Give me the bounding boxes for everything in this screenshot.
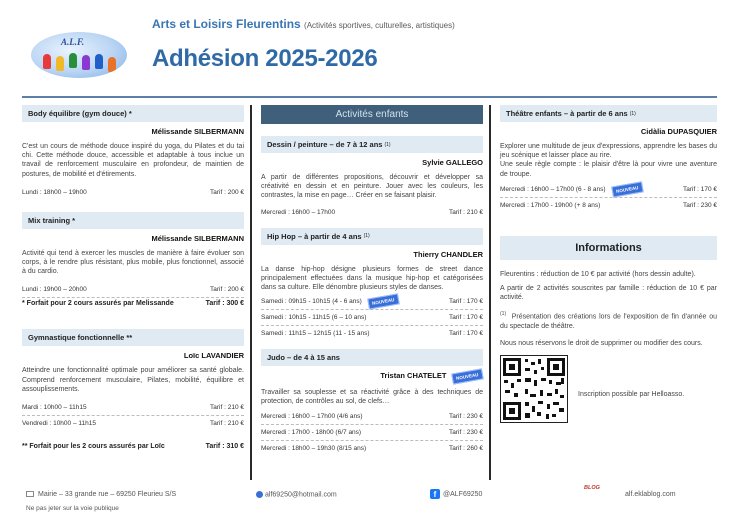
email-icon: [256, 491, 263, 498]
session-price: Tarif : 170 €: [449, 330, 483, 338]
footnote-marker: (1): [384, 141, 391, 148]
logo-figure-purple: [82, 55, 90, 70]
column-divider-1: [250, 105, 252, 480]
activity-title: [500, 105, 717, 122]
footer-blog[interactable]: [625, 491, 676, 498]
info-presentation-text: Présentation des créations lors de l'exposition de fin d'année ou du spectacle de théâtre.: [500, 313, 717, 330]
activity-title: Body équilibre (gym douce) *: [22, 105, 244, 122]
info-presentation: [500, 310, 717, 331]
logo-text: A.L.F.: [61, 37, 85, 47]
activity-description: C'est un cours de méthode douce inspiré du yoga, du Pilates et du tai chi. Cette méthode douce, accessible et adaptable à tous inclue un travail de renforcement musculaire en profondeur, de maintien de postures, de mobilité et d'étirements.: [22, 143, 244, 178]
organization-title: Arts et Loisirs Fleurentins: [152, 17, 301, 31]
session-time: Samedi : 11h15 – 12h15 (11 - 15 ans): [261, 330, 370, 338]
session-time: Vendredi : 10h00 – 11h15: [22, 420, 96, 428]
session-time: Lundi : 18h00 – 19h00: [22, 188, 87, 196]
session-time: Mercredi : 16h00 – 17h00: [261, 208, 336, 216]
column-divider-2: [489, 105, 491, 480]
organization-name: [152, 17, 455, 31]
session-time: Mercredi : 16h00 – 17h00 (4/6 ans): [261, 412, 363, 420]
activity-title: [261, 136, 483, 153]
blog-badge-text: BLOG: [584, 485, 600, 491]
session-row: [22, 418, 244, 429]
footnote-marker: (1): [363, 233, 370, 240]
session-row: [500, 184, 717, 195]
organization-subtitle: (Activités sportives, culturelles, artistiques): [304, 21, 455, 30]
children-section-title: Activités enfants: [261, 105, 483, 124]
forfait-label: * Forfait pour 2 cours assurés par Melissande: [22, 300, 174, 308]
session-price: Tarif : 200 €: [210, 188, 244, 196]
activity-title: Mix training *: [22, 212, 244, 229]
teacher-name: Thierry CHANDLER: [413, 249, 483, 259]
footer-facebook[interactable]: [430, 489, 482, 499]
footnote-marker: (1): [629, 110, 636, 117]
dashed-divider: [261, 424, 483, 425]
qr-caption: Inscription possible par Helloasso.: [578, 391, 685, 399]
forfait-price: Tarif : 300 €: [205, 300, 244, 308]
session-price: Tarif : 210 €: [449, 208, 483, 216]
dashed-divider: [261, 440, 483, 441]
activity-gymnastique: [22, 329, 244, 450]
logo-figure-red: [43, 54, 51, 69]
logo-figure-orange: [108, 57, 116, 72]
teacher-name: [261, 371, 483, 382]
footer-address: [26, 491, 176, 498]
activity-description: Activité qui tend à exercer les muscles de manière à faire évoluer son corps, à le rendre plus résistant, plus mobile, plus fonctionnel, associé à du cardio.: [22, 249, 244, 276]
activity-title: Judo – de 4 à 15 ans: [261, 349, 483, 366]
teacher-name: Mélissande SILBERMANN: [151, 233, 244, 243]
session-row: [261, 443, 483, 454]
activity-title-text: Hip Hop – à partir de 4 ans: [267, 231, 362, 241]
activity-body-equilibre: [22, 105, 244, 198]
session-price: Tarif : 170 €: [449, 314, 483, 322]
footer-note: Ne pas jeter sur la voie publique: [26, 505, 119, 512]
mail-icon: [26, 491, 34, 497]
session-price: Tarif : 230 €: [449, 428, 483, 436]
dashed-divider: [22, 415, 244, 416]
new-badge: NOUVEAU: [367, 294, 399, 310]
activity-title-text: Dessin / peinture – de 7 à 12 ans: [267, 140, 383, 149]
footnote-marker: (1): [500, 311, 507, 318]
qr-area: [500, 355, 717, 423]
session-price: Tarif : 230 €: [683, 201, 717, 209]
activity-description-2: Une seule règle compte : le plaisir d'être là pour vivre une aventure de troupe.: [500, 161, 717, 178]
teacher-name: Cidàlia DUPASQUIER: [640, 127, 717, 136]
session-time: Mercredi : 18h00 – 19h30 (8/15 ans): [261, 444, 367, 452]
info-fleurentins: Fleurentins : réduction de 10 € par activité (hors dessin adulte).: [500, 270, 696, 278]
forfait-row: [22, 443, 244, 450]
session-row: [22, 402, 244, 413]
session-row: [261, 296, 483, 307]
activity-description: Travailler sa souplesse et sa réactivité grâce à des techniques de protection, de contrôles au sol, de clefs…: [261, 389, 483, 406]
activity-mix-training: [22, 212, 244, 308]
session-price: Tarif : 230 €: [449, 412, 483, 420]
session-time: [500, 184, 642, 195]
session-price: Tarif : 200 €: [210, 286, 244, 294]
session-time: Samedi : 10h15 - 11h15 (6 – 10 ans): [261, 314, 367, 322]
session-time: [261, 296, 398, 307]
alf-logo: [31, 32, 127, 78]
session-time: Mercredi : 17h00 - 19h00 (+ 8 ans): [500, 201, 601, 209]
address-text: Mairie – 33 grande rue – 69250 Fleurieu S/S: [38, 491, 177, 498]
activity-title: Gymnastique fonctionnelle **: [22, 329, 244, 346]
email-text[interactable]: alf69250@hotmail.com: [265, 491, 337, 499]
dashed-divider: [261, 325, 483, 326]
logo-figure-blue: [95, 54, 103, 69]
informations-title: Informations: [500, 236, 717, 260]
forfait-price: Tarif : 310 €: [205, 443, 244, 451]
new-badge: NOUVEAU: [452, 369, 484, 385]
activity-hip-hop: [261, 228, 483, 340]
session-row: [261, 411, 483, 422]
session-row: [22, 187, 244, 198]
facebook-text[interactable]: @ALF69250: [443, 490, 483, 498]
info-family: A partir de 2 activités souscrites par famille : réduction de 10 € par activité.: [500, 285, 717, 302]
middle-column: [261, 105, 483, 454]
session-row: [261, 312, 483, 323]
session-time-text: Samedi : 09h15 - 10h15 (4 - 6 ans): [261, 298, 362, 306]
activity-dessin: [261, 136, 483, 218]
dashed-divider: [261, 309, 483, 310]
session-time: Lundi : 19h00 – 20h00: [22, 286, 87, 294]
logo-figure-yellow: [56, 56, 64, 71]
activity-title: [261, 228, 483, 245]
session-row: [22, 284, 244, 295]
session-price: Tarif : 170 €: [449, 298, 483, 306]
left-column: [22, 105, 244, 450]
session-time-text: Mercredi : 16h00 – 17h00 (6 - 8 ans): [500, 185, 606, 193]
blog-text[interactable]: alf.eklablog.com: [625, 491, 676, 498]
session-price: Tarif : 260 €: [449, 444, 483, 452]
forfait-row: [22, 300, 244, 307]
new-badge: NOUVEAU: [611, 181, 643, 197]
session-price: Tarif : 210 €: [210, 420, 244, 428]
dashed-divider: [22, 297, 244, 298]
qr-code-graphic: [501, 356, 567, 422]
informations-section: [500, 236, 717, 424]
session-time: Mercredi : 17h00 - 18h00 (6/7 ans): [261, 428, 362, 436]
activity-description: A partir de différentes propositions, découvrir et développer sa créativité en dessin et en peinture. Jouer avec les couleurs, les contrastes, la mise en page… Créer en se faisant plaisir.: [261, 174, 483, 200]
info-rights: Nous nous réservons le droit de supprimer ou modifier des cours.: [500, 340, 703, 348]
session-row: [261, 427, 483, 438]
session-row: [261, 328, 483, 339]
session-row: [261, 207, 483, 218]
right-column: [500, 105, 717, 423]
logo-figure-green: [69, 53, 77, 68]
session-price: Tarif : 210 €: [210, 404, 244, 412]
activity-description: Atteindre une fonctionnalité optimale pour améliorer sa santé globale. Comprend renforcement musculaire, Pilates, mobilité, équilibre et assouplissements.: [22, 367, 244, 393]
activity-description: La danse hip-hop désigne plusieurs formes de street dance principalement effectuées dans la musique hip-hop et catégorisées dans sa culture. Elle dénombre plusieurs styles de danses.: [261, 265, 483, 292]
qr-code[interactable]: [500, 355, 568, 423]
teacher-name: Loïc LAVANDIER: [183, 351, 244, 361]
forfait-label: ** Forfait pour les 2 cours assurés par Loïc: [22, 443, 165, 451]
header-divider: [22, 96, 717, 98]
session-price: Tarif : 170 €: [683, 185, 717, 193]
dashed-divider: [500, 197, 717, 198]
teacher-name-text: Tristan CHATELET: [380, 371, 447, 381]
activity-judo: [261, 349, 483, 453]
page-title: Adhésion 2025-2026: [152, 45, 378, 72]
session-time: Mardi : 10h00 – 11h15: [22, 404, 87, 412]
footer-email[interactable]: [256, 491, 337, 498]
facebook-icon: f: [430, 489, 440, 499]
activity-description: Explorer une multitude de jeux d'expressions, apprendre les bases du jeu scénique et laisser place au rire.: [500, 143, 717, 160]
teacher-name: Sylvie GALLEGO: [422, 158, 483, 167]
blog-icon: [584, 484, 600, 491]
teacher-name: Mélissande SILBERMANN: [151, 127, 244, 136]
activity-title-text: Théâtre enfants – à partir de 6 ans: [506, 109, 628, 118]
session-row: [500, 200, 717, 211]
activity-theatre: [500, 105, 717, 211]
